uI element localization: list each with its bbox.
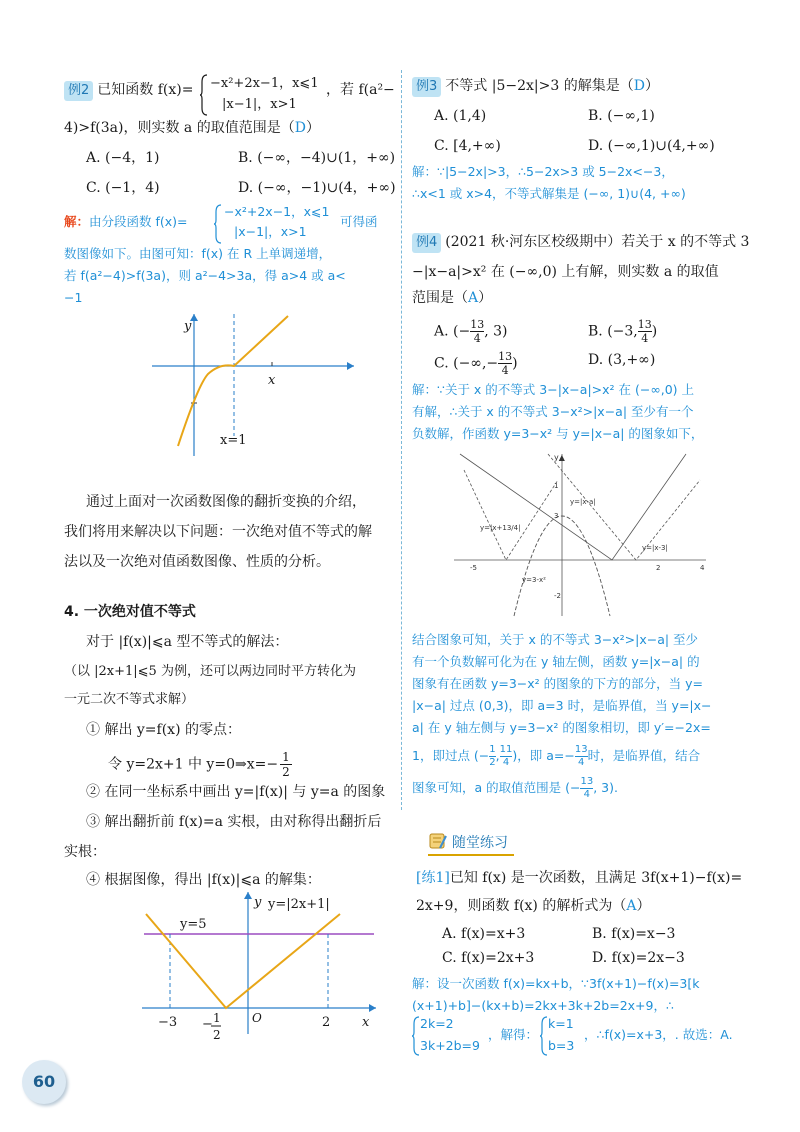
ex4-option-b: B. (−3, $\frac{13}{4}$ )	[588, 318, 658, 345]
lian1-line2: 2x+9，则函数 f(x) 的解析式为（A）	[416, 898, 651, 914]
ex2-sol-line4: −1	[64, 290, 83, 305]
ex2-tag: 例2	[64, 81, 93, 101]
ex4-sol-line4: 结合图象可知，关于 x 的不等式 3−x²>|x−a| 至少	[412, 632, 699, 647]
ex4-sol-line8: a| 在 y 轴左侧与 y=3−x² 的图象相切，即 y′=−2x=	[412, 720, 711, 735]
s-line3: 一元二次不等式求解）	[64, 692, 195, 707]
ex4-tag: 例4	[412, 233, 441, 253]
step1b: 令 y=2x+1 中 y=0⇒x=− $\frac{1}{2}$	[108, 750, 290, 779]
ex2-graph	[148, 310, 358, 460]
ex4-graph-t-3: 3	[554, 512, 559, 520]
ex2-sol-line1: 解：由分段函数 f(x)=	[64, 214, 188, 229]
ex2-option-a: A. (−4，1)	[86, 150, 160, 166]
section-title: 4. 一次绝对值不等式	[64, 604, 196, 620]
lian1-sys2a: k=1	[548, 1016, 574, 1031]
ex2-option-c: C. (−1，4)	[86, 180, 160, 196]
ex2-option-b: B. (−∞，−4)∪(1，+∞)	[238, 150, 396, 166]
ex2-line1: 例2 已知函数 f(x)=	[64, 80, 193, 101]
s-line1: 对于 |f(x)|⩽a 型不等式的解法：	[86, 634, 289, 650]
lian1-sys1b: 3k+2b=9	[420, 1038, 480, 1053]
ex2-sol-case1: −x²+2x−1，x⩽1	[224, 204, 330, 219]
ex4-option-a: A. (− $\frac{13}{4}$ , 3)	[434, 318, 508, 345]
notebook-icon	[428, 832, 448, 850]
s-line2: （以 |2x+1|⩽5 为例，还可以两边同时平方转化为	[64, 664, 356, 679]
lian1-answer: A	[626, 898, 637, 914]
ex4-line3: 范围是（A）	[412, 290, 493, 306]
ex2-answer: D	[294, 120, 306, 136]
lian1-sol-line1: 解：设一次函数 f(x)=kx+b，∵3f(x+1)−f(x)=3[k	[412, 976, 700, 991]
ex2-line2: 4)>f(3a)，则实数 a 的取值范围是（D）	[64, 120, 320, 136]
abs-graph-tick-half-den: 2	[213, 1028, 221, 1042]
step1: ① 解出 y=f(x) 的零点：	[86, 722, 241, 738]
abs-graph-tick-half-sign: −	[202, 1017, 213, 1032]
abs-graph-tick-m3: −3	[158, 1015, 178, 1030]
ex3-option-c: C. [4,+∞)	[434, 138, 501, 154]
ex2-sol-brace	[214, 204, 222, 244]
ex2-sol-line3: 若 f(a²−4)>f(3a)，则 a²−4>3a，得 a>4 或 a<	[64, 268, 346, 283]
ex2-sol-line1b: 可得函	[340, 214, 378, 229]
ex2-case1: −x²+2x−1，x⩽1	[210, 76, 319, 91]
ex4-graph-t-4: 4	[700, 564, 705, 572]
ex3-question: 例3 不等式 |5−2x|>3 的解集是（D）	[412, 76, 659, 97]
abs-graph-func-label: y=|2x+1|	[268, 897, 330, 912]
lian1-option-c: C. f(x)=2x+3	[442, 950, 535, 966]
ex3-sol-line2: ∴x<1 或 x>4，不等式解集是 (−∞, 1)∪(4, +∞)	[412, 186, 686, 201]
lian1-sol-end: ，∴f(x)=x+3，. 故选：A.	[584, 1027, 733, 1042]
ex4-option-c: C. (−∞,− $\frac{13}{4}$ )	[434, 350, 518, 377]
ex4-graph-t-1: 1	[554, 482, 559, 490]
practice-heading	[428, 832, 514, 856]
abs-graph-tick-half-num: 1	[213, 1011, 221, 1025]
ex4-sol-line6: 图象有在函数 y=3−x² 的图象的下方的部分，当 y=	[412, 676, 703, 691]
lian1-sys-brace1	[412, 1016, 420, 1056]
lian1-option-d: D. f(x)=2x−3	[592, 950, 685, 966]
lian1-line1: [练1]已知 f(x) 是一次函数，且满足 3f(x+1)−f(x)=	[416, 870, 743, 886]
ex4-sol-line2: 有解，∴关于 x 的不等式 3−x²>|x−a| 至少有一个	[412, 404, 694, 419]
ex4-sol-line5: 有一个负数解可化为在 y 轴左侧，函数 y=|x−a| 的	[412, 654, 700, 669]
lian1-sys1a: 2k=2	[420, 1016, 454, 1031]
lian1-sys-brace2	[540, 1016, 548, 1056]
ex4-sol-line1: 解：∵关于 x 的不等式 3−|x−a|>x² 在 (−∞,0) 上	[412, 382, 695, 397]
ex2-graph-xlabel: x	[268, 373, 276, 388]
ex4-graph-t-m2: -2	[554, 592, 561, 600]
column-divider	[401, 70, 402, 810]
ex4-sol-line3: 负数解，作函数 y=3−x² 与 y=|x−a| 的图象如下，	[412, 426, 704, 441]
ex4-graph-lab3: y=|x-3|	[642, 544, 668, 552]
lian1-option-b: B. f(x)=x−3	[592, 926, 676, 942]
lian1-sol-line2: (x+1)+b]−(kx+b)=2kx+3k+2b=2x+9，∴	[412, 998, 674, 1013]
page-number: 60	[22, 1060, 66, 1104]
ex2-graph-ylabel: y	[184, 319, 192, 334]
step2: ② 在同一坐标系中画出 y=|f(x)| 与 y=a 的图象	[86, 784, 386, 800]
ex2-brace	[200, 74, 208, 116]
practice-title: 随堂练习	[452, 835, 508, 851]
abs-graph-origin: O	[252, 1011, 262, 1025]
lian1-tag: [练1]	[416, 870, 450, 886]
ex4-graph-ylabel: y▲	[554, 453, 565, 462]
ex2-sol-line2: 数图像如下。由图可知：f(x) 在 R 上单调递增，	[64, 246, 332, 261]
ex4-sol-line10: 图象可知，a 的取值范围是 (− $\frac{13}{4}$ , 3).	[412, 776, 618, 800]
abs-graph-ylabel: y	[254, 895, 262, 910]
para-line1: 通过上面对一次函数图像的翻折变换的介绍，	[86, 494, 366, 510]
abs-graph	[140, 886, 380, 1046]
ex3-option-d: D. (−∞,1)∪(4,+∞)	[588, 138, 715, 154]
ex4-graph-lab2: y=|x+13/4|	[480, 524, 521, 532]
ex3-answer: D	[633, 78, 645, 94]
para-line2: 我们将用来解决以下问题：一次绝对值不等式的解	[64, 524, 372, 540]
lian1-sol-mid: ，解得：	[488, 1027, 539, 1042]
ex4-graph-lab1: y=|x-a|	[570, 498, 596, 506]
ex4-graph-lab4: y=3-x²	[522, 576, 546, 584]
ex3-tag: 例3	[412, 77, 441, 97]
ex2-sol-case2: |x−1|，x>1	[234, 224, 307, 239]
ex2-q1b: ，若 f(a²−	[326, 82, 395, 98]
ex4-line1: 例4 (2021 秋·河东区校级期中）若关于 x 的不等式 3	[412, 232, 749, 253]
abs-graph-hline-label: y=5	[180, 917, 207, 932]
para-line3: 法以及一次绝对值函数图像、性质的分析。	[64, 554, 330, 570]
ex3-sol-line1: 解：∵|5−2x|>3，∴5−2x>3 或 5−2x<−3，	[412, 164, 674, 179]
abs-graph-tick-2: 2	[322, 1015, 331, 1030]
ex2-graph-linelabel: x=1	[220, 433, 247, 448]
step4: ④ 根据图像，得出 |f(x)|⩽a 的解集：	[86, 872, 321, 888]
ex2-case2: |x−1|，x>1	[222, 97, 297, 112]
ex4-sol-line9: 1，即过点 (− $\frac{1}{2}$ , $\frac{11}{4}$ )，即 a=− $\frac{13}{4}$ 时，是临界值，结合	[412, 744, 701, 768]
ex4-graph-t-m5: -5	[470, 564, 477, 572]
ex2-option-d: D. (−∞，−1)∪(4，+∞)	[238, 180, 396, 196]
step3b: 实根：	[64, 844, 106, 860]
ex3-option-b: B. (−∞,1)	[588, 108, 655, 124]
abs-graph-xlabel: x	[362, 1015, 370, 1030]
ex4-graph	[450, 450, 710, 620]
ex4-option-d: D. (3,+∞)	[588, 352, 656, 368]
lian1-option-a: A. f(x)=x+3	[442, 926, 526, 942]
ex4-line2: −|x−a|>x² 在 (−∞,0) 上有解，则实数 a 的取值	[412, 264, 719, 280]
step3: ③ 解出翻折前 f(x)=a 实根，由对称得出翻折后	[86, 814, 382, 830]
ex3-option-a: A. (1,4)	[434, 108, 487, 124]
ex4-sol-line7: |x−a| 过点 (0,3)，即 a=3 时，是临界值，当 y=|x−	[412, 698, 712, 713]
ex4-graph-t-2: 2	[656, 564, 661, 572]
ex4-answer: A	[468, 290, 479, 306]
lian1-sys2b: b=3	[548, 1038, 575, 1053]
